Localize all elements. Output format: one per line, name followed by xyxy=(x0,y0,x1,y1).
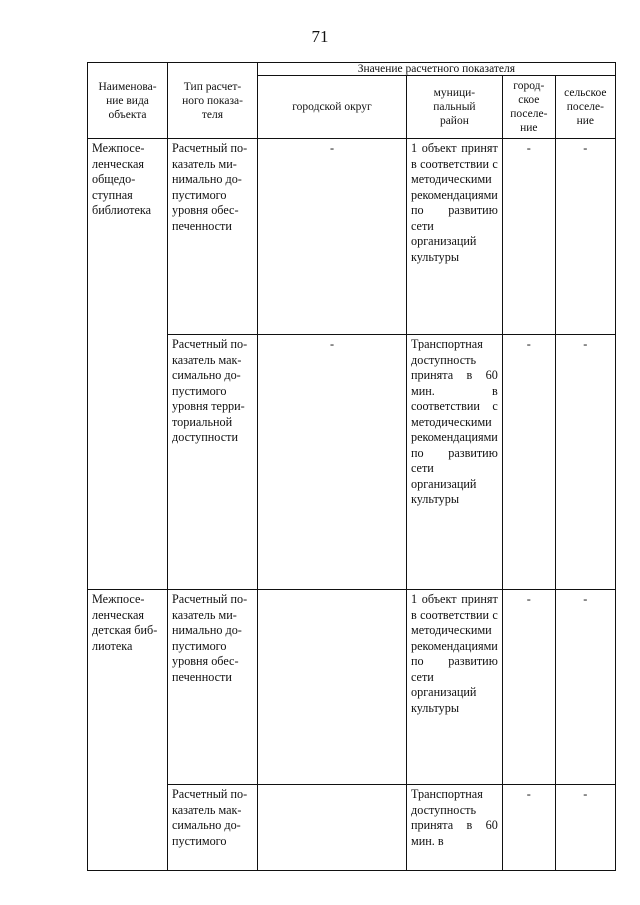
table-header-row xyxy=(88,63,616,76)
table-row xyxy=(88,335,616,590)
value-municipal-district: Транспортная доступность принята в 60 мин. в xyxy=(407,785,503,871)
header-municipal-district: муници- пальный район xyxy=(407,76,503,139)
header-city-district: городской округ xyxy=(258,76,407,139)
header-value-group: Значение расчетного показателя xyxy=(258,63,616,76)
header-indicator-type: Тип расчет- ного показа- теля xyxy=(168,63,258,139)
value-rural-settlement: - xyxy=(555,590,615,785)
table-row xyxy=(88,139,616,335)
value-urban-settlement: - xyxy=(502,590,555,785)
value-city-district: - xyxy=(258,139,407,335)
header-object-type: Наименова- ние вида объекта xyxy=(88,63,168,139)
object-name: Межпосе- ленческая общедо- ступная библиотека xyxy=(88,139,168,590)
header-rural-settlement: сельское поселе- ние xyxy=(555,76,615,139)
value-city-district xyxy=(258,590,407,785)
value-municipal-district: 1 объект принят в соответствии с методическими рекомендациями по развитию сети организаций культуры xyxy=(407,590,503,785)
value-rural-settlement: - xyxy=(555,139,615,335)
table-row xyxy=(88,785,616,871)
indicator-type: Расчетный по- казатель ми- нимально до- пустимого уровня обес- печенности xyxy=(168,590,258,785)
value-city-district: - xyxy=(258,335,407,590)
value-city-district xyxy=(258,785,407,871)
value-urban-settlement: - xyxy=(502,335,555,590)
value-municipal-district: Транспортная доступность принята в 60 мин. в соответствии с методическими рекомендациями по развитию сети организаций культуры xyxy=(407,335,503,590)
table-row xyxy=(88,590,616,785)
indicator-type: Расчетный по- казатель мак- симально до- пустимого уровня терри- ториальной доступности xyxy=(168,335,258,590)
object-name: Межпосе- ленческая детская биб- лиотека xyxy=(88,590,168,871)
value-urban-settlement: - xyxy=(502,139,555,335)
indicator-table xyxy=(87,62,616,871)
page-number: 71 xyxy=(311,27,329,46)
indicator-type: Расчетный по- казатель ми- нимально до- пустимого уровня обес- печенности xyxy=(168,139,258,335)
indicator-type: Расчетный по- казатель мак- симально до- пустимого xyxy=(168,785,258,871)
value-rural-settlement: - xyxy=(555,785,615,871)
value-urban-settlement: - xyxy=(502,785,555,871)
value-rural-settlement: - xyxy=(555,335,615,590)
value-municipal-district: 1 объект принят в соответствии с методическими рекомендациями по развитию сети организаций культуры xyxy=(407,139,503,335)
header-urban-settlement: город- ское поселе- ние xyxy=(502,76,555,139)
